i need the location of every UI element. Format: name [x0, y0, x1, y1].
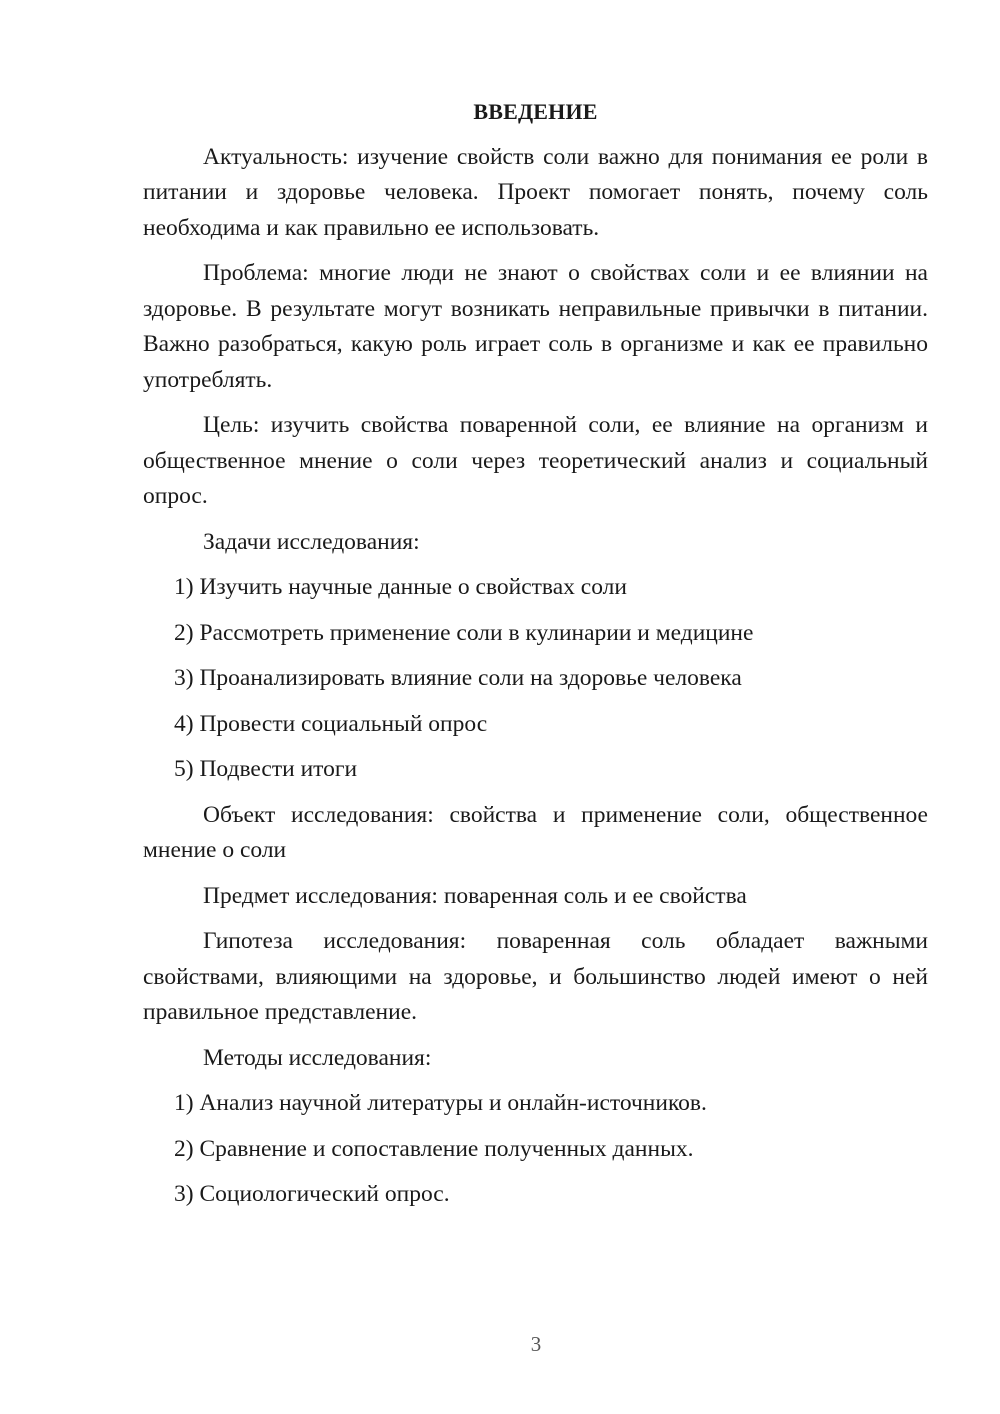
section-heading: ВВЕДЕНИЕ — [473, 99, 598, 124]
tasks-list — [143, 570, 928, 788]
task-item: 5) Подвести итоги — [174, 756, 358, 782]
task-item: 3) Проанализировать влияние соли на здоровье человека — [174, 665, 742, 691]
method-item: 1) Анализ научной литературы и онлайн-источников. — [174, 1090, 707, 1116]
hypothesis-paragraph: Гипотеза исследования: поваренная соль обладает важными свойствами, влияющими на здоровье, и большинство людей имеют о ней правильное представление. — [143, 928, 928, 1025]
methods-list — [143, 1086, 928, 1213]
method-item: 3) Социологический опрос. — [174, 1181, 450, 1207]
relevance-paragraph: Актуальность: изучение свойств соли важно для понимания ее роли в питании и здоровье человека. Проект помогает понять, почему соль необходима и как правильно ее использовать. — [143, 143, 928, 241]
subject-paragraph: Предмет исследования: поваренная соль и ее свойства — [203, 882, 747, 909]
method-item: 2) Сравнение и сопоставление полученных данных. — [174, 1135, 694, 1162]
problem-paragraph: Проблема: многие люди не знают о свойствах соли и ее влиянии на здоровье. В результате могут возникать неправильные привычки в питании. Важно разобраться, какую роль играет соль в организме и как ее правильно употреблять. — [143, 260, 928, 393]
object-paragraph: Объект исследования: свойства и применение соли, общественное мнение о соли — [143, 801, 928, 863]
task-item: 2) Рассмотреть применение соли в кулинарии и медицине — [174, 619, 754, 646]
tasks-label: Задачи исследования: — [203, 528, 420, 555]
goal-paragraph: Цель: изучить свойства поваренной соли, ее влияние на организм и общественное мнение о соли через теоретический анализ и социальный опрос. — [143, 412, 928, 509]
methods-label: Методы исследования: — [203, 1044, 432, 1071]
page-number: 3 — [530, 1332, 542, 1356]
task-item: 1) Изучить научные данные о свойствах соли — [174, 574, 627, 600]
document-page — [143, 94, 928, 1223]
task-item: 4) Провести социальный опрос — [174, 710, 488, 737]
